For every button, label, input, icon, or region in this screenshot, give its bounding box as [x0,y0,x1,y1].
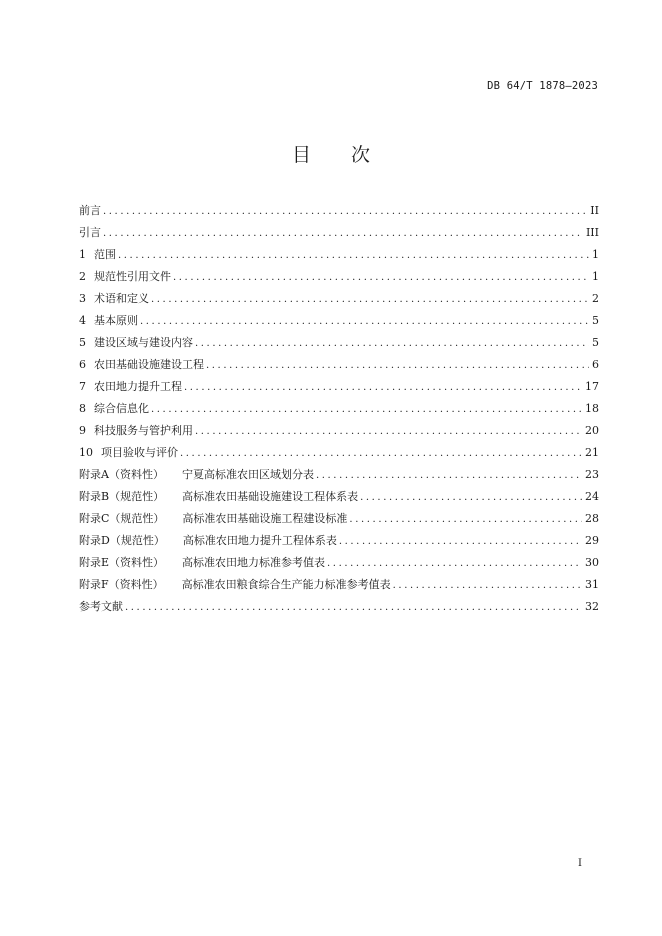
toc-entry-page: 29 [585,534,599,547]
toc-entry-number: 附录B（规范性） [79,490,165,503]
toc-entry-page: 30 [585,556,599,569]
toc-entry[interactable] [79,376,599,398]
toc-entry-number: 附录A（资料性） [79,468,164,481]
toc-entry-number: 附录C（规范性） [79,512,165,525]
toc-entry[interactable] [79,332,599,354]
toc-entry-label: 规范性引用文件 [94,270,171,283]
toc-entry-page: 5 [592,336,599,349]
toc-dot-leader [151,399,582,421]
toc-dot-leader [173,267,589,289]
toc-entry-number: 8 [79,402,86,415]
toc-entry[interactable] [79,596,599,618]
toc-entry-label: 项目验收与评价 [101,446,178,459]
toc-entry-number: 附录E（资料性） [79,556,165,569]
toc-entry-number: 10 [79,446,93,459]
toc-dot-leader [339,531,582,553]
toc-entry-page: 20 [585,424,599,437]
toc-entry-label: 高标准农田粮食综合生产能力标准参考值表 [181,578,391,591]
toc-entry-page: 6 [592,358,599,371]
toc-entry-page: 2 [592,292,599,305]
toc-dot-leader [103,223,583,245]
toc-entry[interactable] [79,398,599,420]
toc-entry-label: 基本原则 [94,314,138,327]
toc-entry[interactable] [79,244,599,266]
toc-dot-leader [180,443,582,465]
toc-entry-page: 31 [585,578,599,591]
toc-entry-label: 农田地力提升工程 [94,380,182,393]
toc-entry-page: 23 [585,468,599,481]
toc-entry[interactable] [79,442,599,464]
toc-entry-page: 5 [592,314,599,327]
toc-dot-leader [151,289,589,311]
toc-dot-leader [125,597,582,619]
toc-entry-label: 宁夏高标准农田区域划分表 [181,468,314,481]
toc-entry-label: 前言 [79,204,101,217]
toc-entry-number: 6 [79,358,86,371]
toc-entry-page: 1 [592,270,599,283]
toc-entry-number: 7 [79,380,86,393]
page-number: I [578,858,582,869]
toc-entry[interactable] [79,222,599,244]
toc-entry-page: II [590,204,599,217]
toc-entry-page: 1 [592,248,599,261]
toc-dot-leader [327,553,582,575]
toc-entry[interactable] [79,266,599,288]
toc-entry-number: 1 [79,248,86,261]
toc-entry-page: 18 [585,402,599,415]
toc-entry-label: 范围 [94,248,116,261]
toc-entry-page: 32 [585,600,599,613]
toc-dot-leader [118,245,589,267]
toc-dot-leader [103,201,587,223]
toc-entry[interactable] [79,200,599,222]
toc-entry-page: 21 [585,446,599,459]
toc-entry-number: 附录F（资料性） [79,578,164,591]
toc-entry-label: 引言 [79,226,101,239]
toc-entry-page: 28 [585,512,599,525]
toc-entry[interactable] [79,420,599,442]
toc-entry-number: 4 [79,314,86,327]
standard-code: DB 64/T 1878—2023 [487,80,598,92]
toc-entry-label: 术语和定义 [94,292,149,305]
toc-entry[interactable] [79,310,599,332]
toc-entry[interactable] [79,464,599,486]
toc-entry-page: III [585,226,599,239]
toc-entry-page: 24 [585,490,599,503]
toc-entry[interactable] [79,354,599,376]
toc-entry[interactable] [79,508,599,530]
toc-dot-leader [206,355,589,377]
toc-entry[interactable] [79,574,599,596]
toc-entry-label: 农田基础设施建设工程 [94,358,204,371]
toc-entry-label: 高标准农田地力标准参考值表 [182,556,326,569]
table-of-contents [79,200,599,618]
toc-dot-leader [393,575,582,597]
toc-entry-label: 科技服务与管护利用 [94,424,193,437]
toc-entry-number: 3 [79,292,86,305]
toc-dot-leader [140,311,589,333]
toc-entry-label: 综合信息化 [94,402,149,415]
toc-dot-leader [360,487,582,509]
toc-entry[interactable] [79,288,599,310]
toc-entry[interactable] [79,552,599,574]
toc-dot-leader [195,333,589,355]
toc-dot-leader [349,509,582,531]
toc-dot-leader [316,465,582,487]
toc-entry-number: 2 [79,270,86,283]
toc-entry[interactable] [79,530,599,552]
page-title: 目次 [291,144,410,166]
toc-entry-label: 参考文献 [79,600,123,613]
toc-entry-number: 9 [79,424,86,437]
toc-entry-label: 高标准农田地力提升工程体系表 [182,534,337,547]
toc-entry-label: 高标准农田基础设施工程建设标准 [182,512,348,525]
toc-entry[interactable] [79,486,599,508]
toc-entry-number: 5 [79,336,86,349]
toc-entry-page: 17 [585,380,599,393]
toc-dot-leader [195,421,582,443]
toc-entry-label: 建设区域与建设内容 [94,336,193,349]
toc-dot-leader [184,377,582,399]
toc-entry-label: 高标准农田基础设施建设工程体系表 [182,490,359,503]
toc-entry-number: 附录D（规范性） [79,534,165,547]
